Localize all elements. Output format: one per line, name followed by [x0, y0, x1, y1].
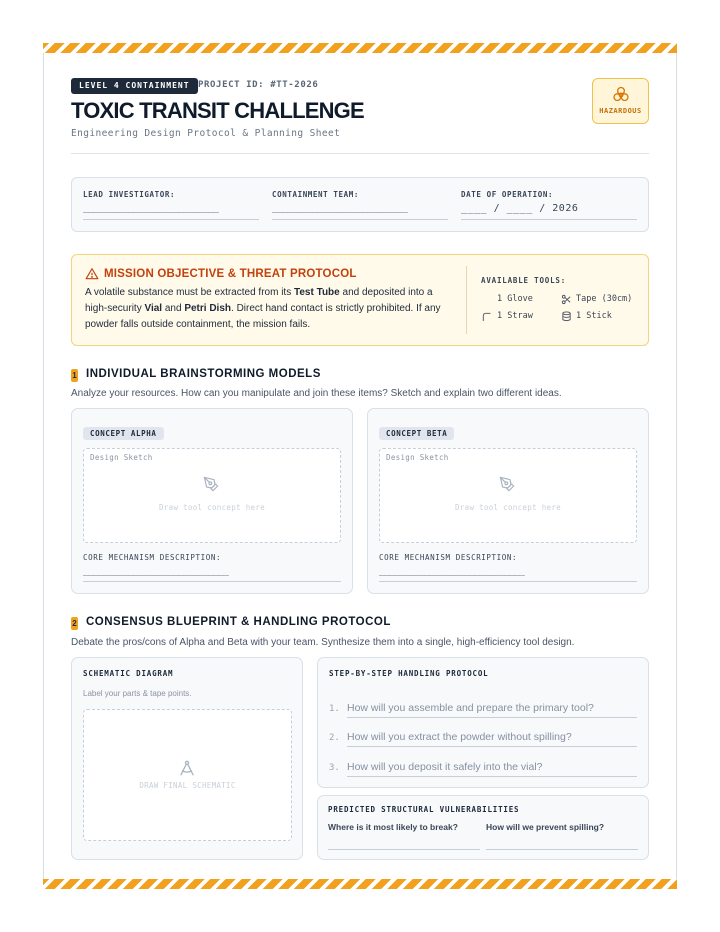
- containment-team-label: CONTAINMENT TEAM:: [272, 190, 359, 199]
- concept-beta-sketch-hint: Draw tool concept here: [455, 503, 561, 512]
- vulnerability-line-2[interactable]: [486, 849, 638, 850]
- concept-beta-tag: CONCEPT BETA: [379, 427, 454, 440]
- concept-beta-mechanism-blank[interactable]: _____________________________: [379, 567, 525, 577]
- step-3-question: How will you deposit it safely into the vial?: [347, 761, 543, 773]
- concept-beta-sketch-area[interactable]: [379, 448, 637, 543]
- tool-straw: 1 Straw: [497, 311, 533, 321]
- section-1-number: 1: [72, 371, 77, 380]
- vulnerability-question-2: How will we prevent spilling?: [486, 822, 605, 832]
- tools-heading: AVAILABLE TOOLS:: [481, 276, 567, 285]
- containment-team-blank[interactable]: ___________________________: [272, 204, 408, 214]
- step-2-question: How will you extract the powder without spilling?: [347, 731, 572, 743]
- header-divider: [71, 153, 649, 154]
- vulnerability-line-1[interactable]: [328, 849, 480, 850]
- pen-tool-icon: [499, 476, 515, 492]
- lead-investigator-label: LEAD INVESTIGATOR:: [83, 190, 176, 199]
- step-1-question: How will you assemble and prepare the primary tool?: [347, 702, 594, 714]
- date-field[interactable]: ____ / ____ / 2026: [461, 203, 579, 214]
- schematic-hint: DRAW FINAL SCHEMATIC: [139, 781, 236, 790]
- biohazard-icon: [611, 85, 631, 105]
- section-1-description: Analyze your resources. How can you manipulate and join these items? Sketch and explain two different ideas.: [71, 388, 562, 399]
- concept-alpha-mechanism-blank[interactable]: _____________________________: [83, 567, 229, 577]
- hazard-stripe-top: [43, 43, 677, 53]
- tool-glove: 1 Glove: [497, 294, 533, 304]
- level-badge: LEVEL 4 CONTAINMENT: [71, 78, 198, 94]
- concept-alpha-sketch-hint: Draw tool concept here: [159, 503, 265, 512]
- hazard-badge: [592, 78, 649, 124]
- step-1-line[interactable]: [347, 717, 637, 718]
- tool-stick: 1 Stick: [576, 311, 612, 321]
- lead-investigator-line: [83, 219, 259, 220]
- straw-icon: [481, 311, 492, 322]
- date-line: [461, 219, 637, 220]
- section-2-number: 2: [72, 619, 77, 628]
- project-id: PROJECT ID: #TT-2026: [198, 80, 319, 90]
- compass-icon: [178, 759, 196, 777]
- handling-protocol-heading: STEP-BY-STEP HANDLING PROTOCOL: [329, 669, 489, 678]
- step-2-line[interactable]: [347, 746, 637, 747]
- page-subtitle: Engineering Design Protocol & Planning Sheet: [71, 128, 341, 139]
- vulnerabilities-heading: PREDICTED STRUCTURAL VULNERABILITIES: [328, 805, 520, 814]
- concept-alpha-sketch-area[interactable]: [83, 448, 341, 543]
- concept-alpha-tag: CONCEPT ALPHA: [83, 427, 164, 440]
- mission-divider: [466, 266, 467, 334]
- concept-alpha-line: [83, 581, 341, 582]
- step-1-number: 1.: [329, 704, 340, 714]
- section-2-title: CONSENSUS BLUEPRINT & HANDLING PROTOCOL: [86, 616, 391, 628]
- concept-beta-line: [379, 581, 637, 582]
- warning-icon: [85, 267, 99, 281]
- mission-heading: MISSION OBJECTIVE & THREAT PROTOCOL: [104, 268, 357, 280]
- date-label: DATE OF OPERATION:: [461, 190, 554, 199]
- section-1-title: INDIVIDUAL BRAINSTORMING MODELS: [86, 368, 321, 380]
- concept-beta-mechanism-label: CORE MECHANISM DESCRIPTION:: [379, 553, 518, 562]
- test-tube-term: Test Tube: [293, 287, 340, 298]
- page-title: TOXIC TRANSIT CHALLENGE: [71, 98, 364, 123]
- vial-term: Vial: [144, 303, 163, 314]
- lead-investigator-blank[interactable]: ___________________________: [83, 204, 219, 214]
- step-3-number: 3.: [329, 763, 340, 773]
- step-3-line[interactable]: [347, 776, 637, 777]
- concept-alpha-mechanism-label: CORE MECHANISM DESCRIPTION:: [83, 553, 222, 562]
- vulnerability-question-1: Where is it most likely to break?: [328, 822, 458, 832]
- scissors-icon: [561, 294, 572, 305]
- concept-alpha-sketch-label: Design Sketch: [90, 453, 153, 462]
- section-2-description: Debate the pros/cons of Alpha and Beta with your team. Synthesize them into a single, high-efficiency tool design.: [71, 637, 575, 648]
- hazard-stripe-bottom: [43, 879, 677, 889]
- mission-text: A volatile substance must be extracted from its Test Tube and deposited into a high-security Vial and Petri Dish. Direct hand contact is strictly prohibited. If any powder falls outside containment, the mission fails.: [85, 287, 441, 330]
- hazard-label: HAZARDOUS: [599, 107, 642, 115]
- schematic-heading: SCHEMATIC DIAGRAM: [83, 669, 174, 678]
- pen-tool-icon: [203, 476, 219, 492]
- concept-beta-sketch-label: Design Sketch: [386, 453, 449, 462]
- stick-icon: [561, 311, 572, 322]
- containment-team-line: [272, 219, 448, 220]
- schematic-caption: Label your parts & tape points.: [83, 689, 192, 698]
- step-2-number: 2.: [329, 733, 340, 743]
- petri-dish-term: Petri Dish: [184, 303, 232, 314]
- tool-tape: Tape (30cm): [576, 294, 633, 304]
